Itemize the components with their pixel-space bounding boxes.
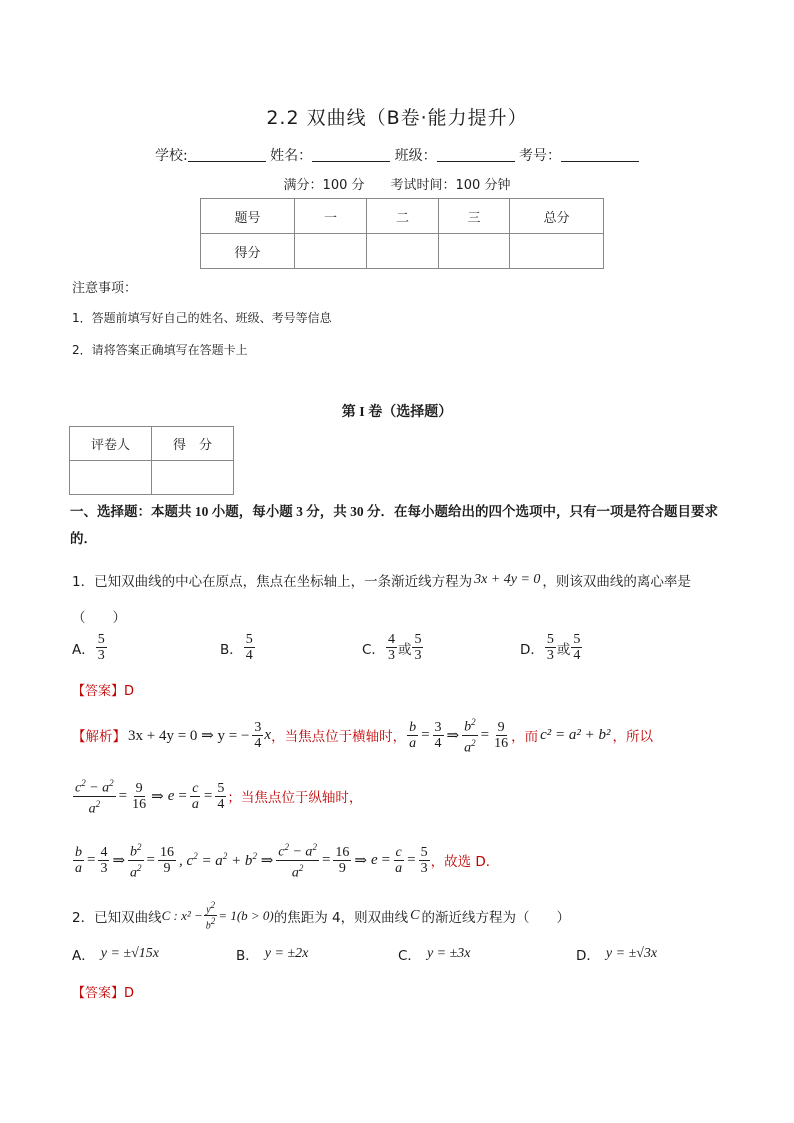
score-header: 三 — [439, 199, 510, 234]
exam-no-field[interactable] — [561, 147, 639, 162]
option-label: A． — [72, 948, 95, 964]
option-label: D． — [576, 948, 600, 964]
q1-option-b[interactable] — [220, 632, 256, 663]
option-value: y = ±√15x — [100, 946, 159, 961]
fraction: $\frac{4}{3}$ — [387, 632, 395, 663]
q2-option-c[interactable] — [398, 944, 471, 964]
class-field[interactable] — [437, 147, 515, 162]
fraction: $\frac{5}{4}$ — [245, 632, 253, 663]
analysis-equation: 3x + 4y = 0 ⇒ y = − — [128, 727, 250, 744]
score-table — [200, 198, 604, 269]
score-header: 总分 — [510, 199, 604, 234]
note-item: 2．请将答案正确填写在答题卡上 — [72, 343, 248, 357]
q1-analysis-line2: $\frac{c^2 - a^2}{a^2}$ = $\frac{9}{16}$ ⇒ e = $\frac{c}{a}$ = $\frac{5}{4}$ ；当焦点位于纵轴时， — [75, 778, 363, 817]
q1-stem — [72, 570, 691, 590]
section-heading: 第 I 卷（选择题） — [341, 405, 453, 420]
q1-option-a[interactable] — [72, 632, 108, 663]
answer-value: D — [124, 986, 135, 1001]
analysis-text: ，而 — [511, 729, 539, 746]
answer-tag: 【答案】 — [72, 684, 125, 699]
q1-analysis-line1: 【解析】 3x + 4y = 0 ⇒ y = − $\frac{3}{4}$ x ，当焦点位于横轴时， $\frac{b}{a}$ = $\frac{3}{4}$ ⇒ $\frac{b^2}{a^2}$ = $\frac{9}{16}$ ，而 c² = a² + b² ，所以 — [72, 717, 653, 756]
or-text: 或 — [397, 641, 412, 658]
q1-stem-text: 1．已知双曲线的中心在原点，焦点在坐标轴上，一条渐近线方程为 — [72, 574, 473, 590]
grader-table — [69, 426, 234, 495]
score-header: 二 — [367, 199, 439, 234]
fraction: $\frac{16}{9}$ — [335, 844, 350, 876]
option-label: D． — [520, 641, 544, 658]
score-cell[interactable] — [367, 234, 439, 269]
q1-analysis-line3: $\frac{b}{a}$ = $\frac{4}{3}$ ⇒ $\frac{b^2}{a^2}$ = $\frac{16}{9}$ , $c^2 = a^2 + b^2$ ⇒ $\frac{c^2 - a^2}{a^2}$ = $\frac{16}{9}$ ⇒ e = $\frac{c}{a}$ = $\frac{5}{3}$ ，故选 D． — [75, 842, 500, 881]
q2-stem — [72, 900, 570, 932]
option-label: B． — [220, 641, 243, 658]
fraction: $\frac{3}{4}$ — [434, 719, 442, 751]
q2-option-b[interactable] — [236, 944, 308, 964]
analysis-tag: 【解析】 — [72, 729, 126, 746]
exam-time: 考试时间：100 分钟 — [390, 178, 511, 193]
option-value: y = ±√3x — [605, 946, 658, 961]
fraction: $\frac{5}{4}$ — [217, 780, 225, 812]
fraction: $\frac{b}{a}$ — [75, 844, 82, 876]
q2-stem-text-3: 的渐近线方程为（ ） — [421, 909, 570, 926]
score-header: 一 — [295, 199, 367, 234]
fraction: $\frac{b}{a}$ — [409, 719, 417, 751]
or-text: 或 — [556, 641, 571, 658]
exam-meta — [0, 174, 794, 193]
q2-option-d[interactable] — [576, 944, 657, 964]
q1-option-d[interactable] — [520, 632, 583, 663]
school-field[interactable] — [188, 147, 266, 162]
fraction: $\frac{5}{3}$ — [420, 844, 428, 876]
q1-option-c[interactable] — [362, 632, 424, 663]
q1-equation: 3x + 4y = 0 — [474, 572, 541, 587]
part-title: 一、选择题：本题共 10 小题，每小题 3 分，共 30 分．在每小题给出的四个选项中，只有一项是符合题目要求的． — [70, 504, 718, 546]
page-title: 2.2 双曲线（B卷·能力提升） — [266, 107, 528, 129]
fraction: $\frac{9}{16}$ — [494, 719, 509, 751]
q2-equation: C : x² − — [161, 907, 203, 923]
analysis-text: ，所以 — [612, 729, 653, 746]
note-item: 1．答题前填写好自己的姓名、班级、考号等信息 — [72, 311, 332, 325]
option-value: y = ±3x — [426, 946, 471, 961]
score-label: 得 分 — [152, 427, 234, 461]
notes-title: 注意事项： — [72, 281, 138, 296]
grader-cell[interactable] — [70, 461, 152, 495]
score-cell[interactable] — [439, 234, 510, 269]
fraction: $\frac{5}{4}$ — [573, 632, 581, 663]
analysis-text: ；当焦点位于纵轴时， — [227, 790, 363, 807]
analysis-text: ，故选 D． — [430, 854, 500, 871]
q1-answer — [72, 680, 134, 699]
score-cell[interactable] — [510, 234, 604, 269]
score-cell[interactable] — [295, 234, 367, 269]
fraction: $\frac{5}{3}$ — [97, 632, 105, 663]
fraction: $\frac{y^2}{b^2}$ — [205, 900, 216, 932]
option-value: y = ±2x — [264, 946, 309, 961]
name-field[interactable] — [312, 147, 390, 162]
fraction: $\frac{c}{a}$ — [191, 780, 199, 812]
school-label: 学校: — [154, 148, 188, 164]
analysis-equation: c² = a² + b² — [540, 726, 611, 743]
fraction: $\frac{c^2 - a^2}{a^2}$ — [75, 778, 114, 817]
fraction: $\frac{4}{3}$ — [100, 844, 108, 876]
score-row-label: 得分 — [201, 234, 295, 269]
q2-answer — [72, 982, 134, 1001]
q2-stem-text: 2．已知双曲线 — [72, 909, 162, 926]
option-label: C． — [398, 948, 421, 964]
fraction: $\frac{3}{4}$ — [254, 719, 262, 751]
fraction: $\frac{c^2 - a^2}{a^2}$ — [278, 842, 317, 881]
q1-paren: （ ） — [72, 610, 126, 626]
q1-stem-text-2: ，则该双曲线的离心率是 — [542, 574, 691, 590]
grader-label: 评卷人 — [70, 427, 152, 461]
name-label: 姓名： — [270, 148, 313, 164]
fraction: $\frac{9}{16}$ — [132, 780, 147, 812]
analysis-text: ，当焦点位于横轴时， — [271, 729, 407, 746]
class-label: 班级： — [394, 148, 437, 164]
student-info-line — [0, 145, 794, 165]
exam-no-label: 考号： — [519, 148, 562, 164]
q2-stem-text-2: 的焦距为 4，则双曲线 — [273, 909, 409, 926]
answer-tag: 【答案】 — [72, 986, 125, 1001]
answer-value: D — [124, 684, 135, 699]
fraction: $\frac{16}{9}$ — [160, 844, 175, 876]
option-label: C． — [362, 641, 385, 658]
full-score: 满分：100 分 — [283, 178, 365, 193]
fraction: $\frac{c}{a}$ — [395, 844, 403, 876]
q2-option-a[interactable] — [72, 944, 159, 964]
option-label: A． — [72, 641, 95, 658]
fraction: $\frac{b^2}{a^2}$ — [130, 842, 142, 881]
fraction: $\frac{5}{3}$ — [546, 632, 554, 663]
q2-curve-name: C — [410, 907, 420, 923]
q2-equation-2: = 1(b > 0) — [218, 907, 274, 923]
fraction: $\frac{5}{3}$ — [414, 632, 422, 663]
score-header: 题号 — [201, 199, 295, 234]
fraction: $\frac{b^2}{a^2}$ — [464, 717, 476, 756]
score-cell[interactable] — [152, 461, 234, 495]
option-label: B． — [236, 948, 259, 964]
